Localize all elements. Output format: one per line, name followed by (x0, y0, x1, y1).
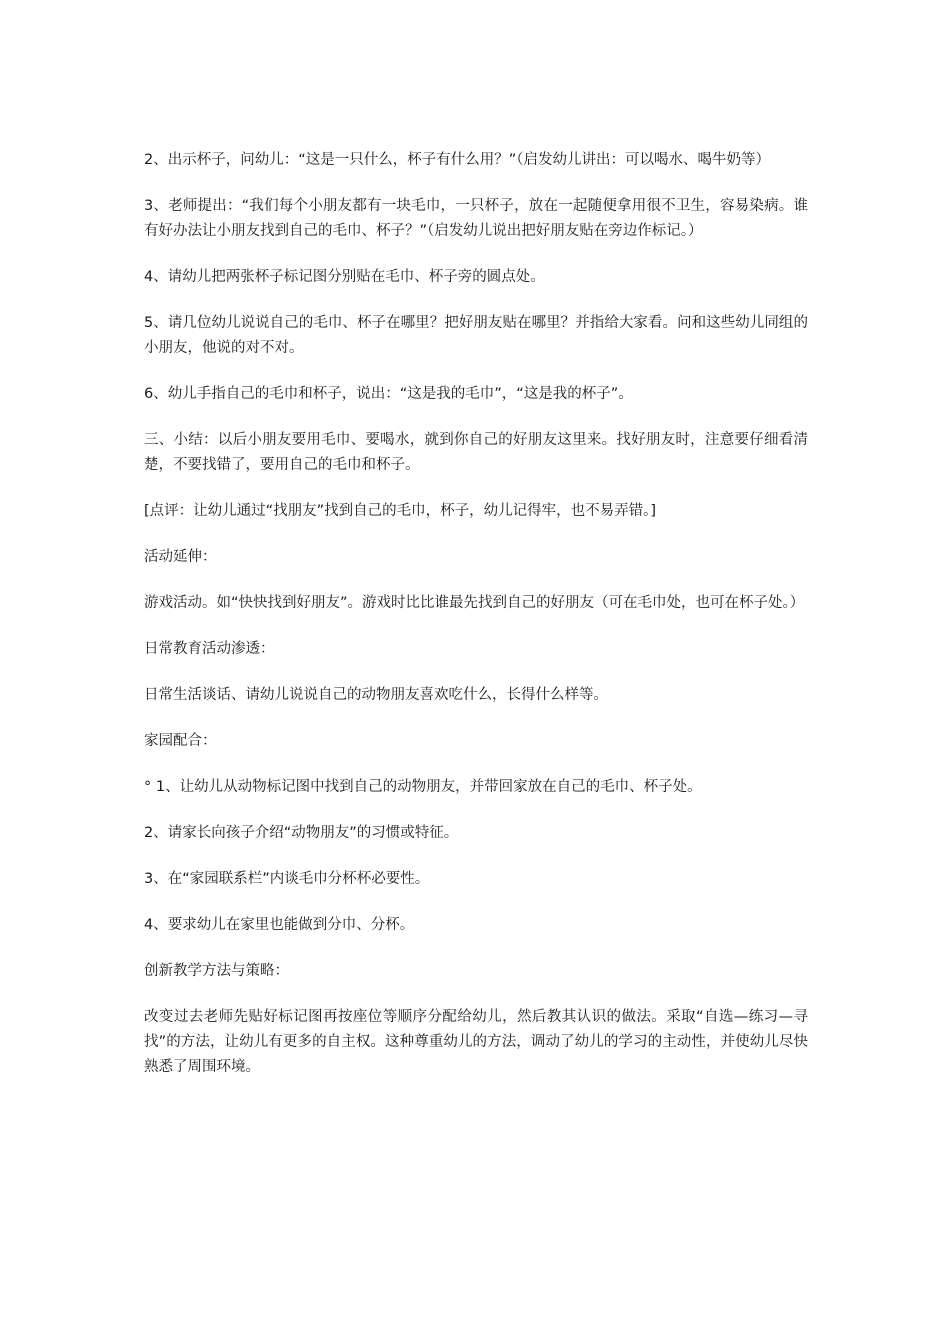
paragraph: 4、请幼儿把两张杯子标记图分别贴在毛巾、杯子旁的圆点处。 (144, 269, 545, 285)
paragraph: 4、要求幼儿在家里也能做到分巾、分杯。 (144, 917, 415, 933)
paragraph: ° 1、让幼儿从动物标记图中找到自己的动物朋友，并带回家放在自己的毛巾、杯子处。 (144, 779, 702, 795)
paragraph: 三、小结：以后小朋友要用毛巾、要喝水，就到你自己的好朋友这里来。找好朋友时，注意要仔细看清楚，不要找错了，要用自己的毛巾和杯子。 (144, 432, 808, 473)
section-heading: 日常教育活动渗透： (144, 641, 275, 657)
paragraph: 日常生活谈话、请幼儿说说自己的动物朋友喜欢吃什么，长得什么样等。 (144, 687, 608, 703)
paragraph: 5、请几位幼儿说说自己的毛巾、杯子在哪里？把好朋友贴在哪里？并指给大家看。问和这些幼儿同组的小朋友，他说的对不对。 (144, 315, 808, 356)
paragraph: [点评：让幼儿通过“找朋友”找到自己的毛巾，杯子，幼儿记得牢，也不易弄错。] (144, 503, 657, 519)
section-heading: 家园配合： (144, 733, 217, 749)
paragraph: 2、请家长向孩子介绍“动物朋友”的习惯或特征。 (144, 825, 459, 841)
document-body (144, 148, 808, 1101)
paragraph: 6、幼儿手指自己的毛巾和杯子，说出：“这是我的毛巾”，“这是我的杯子”。 (144, 386, 633, 402)
paragraph: 3、在“家园联系栏”内谈毛巾分杯杯必要性。 (144, 871, 430, 887)
paragraph: 3、老师提出：“我们每个小朋友都有一块毛巾，一只杯子，放在一起随便拿用很不卫生，容易染病。谁有好办法让小朋友找到自己的毛巾、杯子？”（启发幼儿说出把好朋友贴在旁边作标记。） (144, 198, 808, 239)
section-heading: 创新教学方法与策略： (144, 963, 289, 979)
paragraph: 2、出示杯子，问幼儿：“这是一只什么，杯子有什么用？”（启发幼儿讲出：可以喝水、喝牛奶等） (144, 152, 770, 168)
paragraph: 改变过去老师先贴好标记图再按座位等顺序分配给幼儿，然后教其认识的做法。采取“自选—练习—寻找”的方法，让幼儿有更多的自主权。这种尊重幼儿的方法，调动了幼儿的学习的主动性，并使幼儿尽快熟悉了周围环境。 (144, 1009, 808, 1075)
paragraph: 游戏活动。如“快快找到好朋友”。游戏时比比谁最先找到自己的好朋友（可在毛巾处，也可在杯子处。） (144, 595, 805, 611)
section-heading: 活动延伸： (144, 549, 217, 565)
